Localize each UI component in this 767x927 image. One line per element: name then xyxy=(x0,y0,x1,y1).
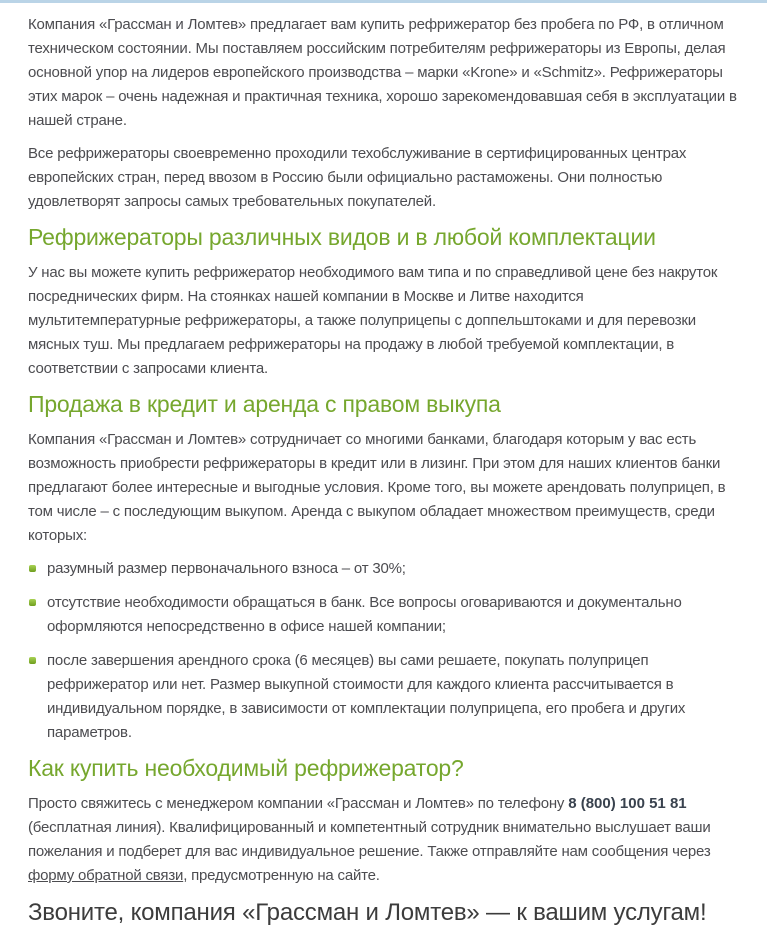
contact-paragraph xyxy=(28,792,740,888)
bullet-icon xyxy=(29,599,36,606)
section-heading-credit: Продажа в кредит и аренда с правом выкупа xyxy=(28,391,501,417)
list-item xyxy=(28,591,740,639)
contact-text-before-phone: Просто свяжитесь с менеджером компании «Грассман и Ломтев» по телефону xyxy=(28,795,569,812)
types-paragraph: У нас вы можете купить рефрижератор необходимого вам типа и по справедливой цене без накруток посреднических фирм. На стоянках нашей компании в Москве и Литве находится мультитемпературные рефрижераторы, а также полуприцепы с доппельштоками и для перевозки мясных туш. Мы предлагаем рефрижераторы на продажу в любой требуемой комплектации, в соответствии с запросами клиента. xyxy=(28,264,718,377)
contact-text-after-link: , предусмотренную на сайте. xyxy=(183,867,380,884)
closing-heading: Звоните, компания «Грассман и Ломтев» — к вашим услугам! xyxy=(28,899,707,926)
phone-number: 8 (800) 100 51 81 xyxy=(568,795,687,812)
list-item-text: разумный размер первоначального взноса – от 30%; xyxy=(47,560,406,577)
bullet-icon xyxy=(29,657,36,664)
credit-paragraph: Компания «Грассман и Ломтев» сотрудничает со многими банками, благодаря которым у вас есть возможность приобрести рефрижераторы в кредит или в лизинг. При этом для наших клиентов банки предлагают более интересные и выгодные условия. Кроме того, вы можете арендовать полуприцеп, в том числе – с последующим выкупом. Аренда с выкупом обладает множеством преимуществ, среди которых: xyxy=(28,431,726,544)
section-heading-types: Рефрижераторы различных видов и в любой комплектации xyxy=(28,224,656,250)
list-item-text: отсутствие необходимости обращаться в банк. Все вопросы оговариваются и документально оформляются непосредственно в офисе нашей компании; xyxy=(47,594,682,635)
list-item xyxy=(28,649,740,745)
contact-text-after-phone: (бесплатная линия). Квалифицированный и компетентный сотрудник внимательно выслушает ваши пожелания и подберет для вас индивидуальное решение. Также отправляйте нам сообщения через xyxy=(28,819,711,860)
section-heading-how-to-buy: Как купить необходимый рефрижератор? xyxy=(28,755,464,781)
list-item xyxy=(28,557,740,581)
advantages-list xyxy=(28,557,740,745)
intro-paragraph-1: Компания «Грассман и Ломтев» предлагает вам купить рефрижератор без пробега по РФ, в отличном техническом состоянии. Мы поставляем российским потребителям рефрижераторы из Европы, делая основной упор на лидеров европейского производства – марки «Krone» и «Schmitz». Рефрижераторы этих марок – очень надежная и практичная техника, хорошо зарекомендовавшая себя в эксплуатации в нашей стране. xyxy=(28,16,737,129)
article-content xyxy=(0,3,767,927)
feedback-form-link[interactable]: форму обратной связи xyxy=(28,867,184,884)
intro-paragraph-2: Все рефрижераторы своевременно проходили техобслуживание в сертифицированных центрах европейских стран, перед ввозом в Россию были официально растаможены. Они полностью удовлетворят запросы самых требовательных покупателей. xyxy=(28,145,687,210)
bullet-icon xyxy=(29,565,36,572)
list-item-text: после завершения арендного срока (6 месяцев) вы сами решаете, покупать полуприцеп рефрижератор или нет. Размер выкупной стоимости для каждого клиента рассчитывается в индивидуальном порядке, в зависимости от комплектации полуприцепа, его пробега и других параметров. xyxy=(47,652,686,741)
